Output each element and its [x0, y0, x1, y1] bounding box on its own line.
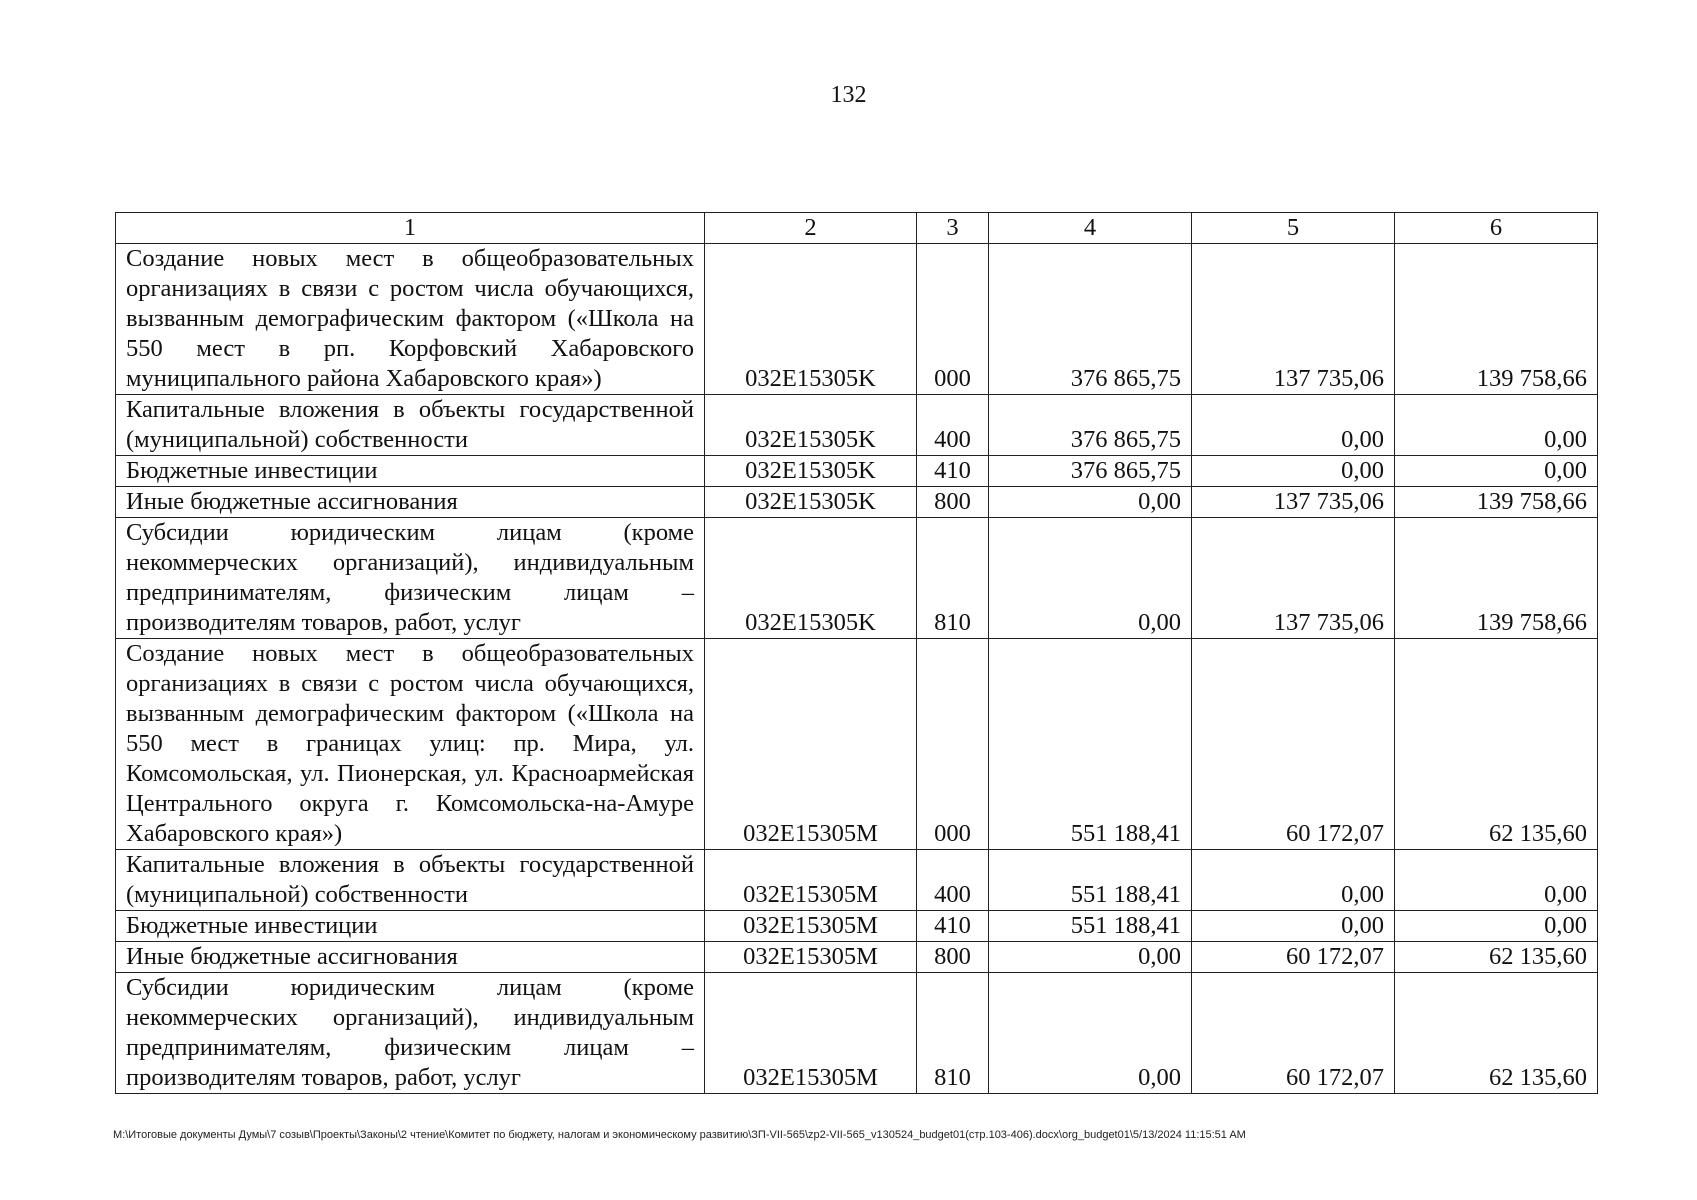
row-expense-type: 810	[917, 973, 989, 1094]
row-name: Капитальные вложения в объекты государственной (муниципальной) собственности	[116, 850, 705, 911]
row-sum-col5: 0,00	[1192, 456, 1395, 487]
row-sum-col5: 0,00	[1192, 911, 1395, 942]
table-row	[116, 395, 1598, 456]
row-sum-col6: 139 758,66	[1395, 518, 1598, 639]
row-sum-col6: 139 758,66	[1395, 487, 1598, 518]
row-expense-type: 400	[917, 395, 989, 456]
row-sum-col6: 62 135,60	[1395, 639, 1598, 850]
row-sum-col4: 551 188,41	[989, 850, 1192, 911]
row-sum-col6: 139 758,66	[1395, 244, 1598, 395]
row-name: Создание новых мест в общеобразовательных организациях в связи с ростом числа обучающихся, вызванным демографическим фактором («Школа на 550 мест в рп. Корфовский Хабаровского муниципального района Хабаровского края»)	[116, 244, 705, 395]
table-row	[116, 973, 1598, 1094]
table-row	[116, 456, 1598, 487]
row-code: 032E15305M	[705, 850, 917, 911]
row-name: Субсидии юридическим лицам (кроме некоммерческих организаций), индивидуальным предпринимателям, физическим лицам – производителям товаров, работ, услуг	[116, 518, 705, 639]
row-sum-col6: 62 135,60	[1395, 973, 1598, 1094]
table-row	[116, 487, 1598, 518]
row-sum-col5: 137 735,06	[1192, 518, 1395, 639]
row-sum-col5: 137 735,06	[1192, 487, 1395, 518]
row-sum-col4: 551 188,41	[989, 911, 1192, 942]
row-expense-type: 000	[917, 244, 989, 395]
row-name: Бюджетные инвестиции	[116, 456, 705, 487]
row-code: 032E15305M	[705, 973, 917, 1094]
header-col-6: 6	[1395, 213, 1598, 244]
table-header	[116, 213, 1598, 244]
row-sum-col4: 0,00	[989, 487, 1192, 518]
row-code: 032E15305M	[705, 942, 917, 973]
row-sum-col4: 551 188,41	[989, 639, 1192, 850]
row-sum-col4: 376 865,75	[989, 456, 1192, 487]
row-code: 032E15305M	[705, 639, 917, 850]
row-sum-col6: 0,00	[1395, 395, 1598, 456]
page-number: 132	[830, 82, 867, 108]
row-expense-type: 800	[917, 487, 989, 518]
row-expense-type: 410	[917, 456, 989, 487]
row-expense-type: 410	[917, 911, 989, 942]
table-row	[116, 942, 1598, 973]
row-code: 032E15305K	[705, 395, 917, 456]
row-code: 032E15305K	[705, 244, 917, 395]
row-sum-col5: 60 172,07	[1192, 639, 1395, 850]
row-expense-type: 800	[917, 942, 989, 973]
budget-table	[115, 212, 1598, 1094]
row-code: 032E15305M	[705, 911, 917, 942]
table-row	[116, 518, 1598, 639]
row-sum-col4: 0,00	[989, 973, 1192, 1094]
row-sum-col4: 376 865,75	[989, 244, 1192, 395]
header-col-4: 4	[989, 213, 1192, 244]
row-name: Иные бюджетные ассигнования	[116, 942, 705, 973]
table-row	[116, 850, 1598, 911]
row-name: Бюджетные инвестиции	[116, 911, 705, 942]
row-expense-type: 000	[917, 639, 989, 850]
row-sum-col6: 0,00	[1395, 911, 1598, 942]
row-sum-col5: 0,00	[1192, 850, 1395, 911]
row-expense-type: 400	[917, 850, 989, 911]
row-name: Иные бюджетные ассигнования	[116, 487, 705, 518]
header-col-2: 2	[705, 213, 917, 244]
row-sum-col6: 0,00	[1395, 850, 1598, 911]
row-sum-col4: 376 865,75	[989, 395, 1192, 456]
row-sum-col5: 0,00	[1192, 395, 1395, 456]
row-sum-col5: 60 172,07	[1192, 942, 1395, 973]
row-code: 032E15305K	[705, 518, 917, 639]
header-col-1: 1	[116, 213, 705, 244]
header-col-5: 5	[1192, 213, 1395, 244]
row-name: Субсидии юридическим лицам (кроме некоммерческих организаций), индивидуальным предпринимателям, физическим лицам – производителям товаров, работ, услуг	[116, 973, 705, 1094]
row-expense-type: 810	[917, 518, 989, 639]
table-row	[116, 911, 1598, 942]
header-row	[116, 213, 1598, 244]
table-body	[116, 244, 1598, 1094]
row-sum-col4: 0,00	[989, 942, 1192, 973]
row-code: 032E15305K	[705, 487, 917, 518]
row-sum-col6: 0,00	[1395, 456, 1598, 487]
file-path-footer: M:\Итоговые документы Думы\7 созыв\Проекты\Законы\2 чтение\Комитет по бюджету, налогам и экономическому развитию\ЗП-VII-565\zp2-VII-565_v130524_budget01(стр.103-406).docx\org_budget01\5/13/2024 11:15:51 AM	[113, 1129, 1246, 1141]
row-sum-col5: 137 735,06	[1192, 244, 1395, 395]
table-row	[116, 244, 1598, 395]
row-name: Капитальные вложения в объекты государственной (муниципальной) собственности	[116, 395, 705, 456]
header-col-3: 3	[917, 213, 989, 244]
table-row	[116, 639, 1598, 850]
row-sum-col4: 0,00	[989, 518, 1192, 639]
row-sum-col5: 60 172,07	[1192, 973, 1395, 1094]
row-sum-col6: 62 135,60	[1395, 942, 1598, 973]
row-code: 032E15305K	[705, 456, 917, 487]
row-name: Создание новых мест в общеобразовательных организациях в связи с ростом числа обучающихся, вызванным демографическим фактором («Школа на 550 мест в границах улиц: пр. Мира, ул. Комсомольская, ул. Пионерская, ул. Красноармейская Центрального округа г. Комсомольска-на-Амуре Хабаровского края»)	[116, 639, 705, 850]
